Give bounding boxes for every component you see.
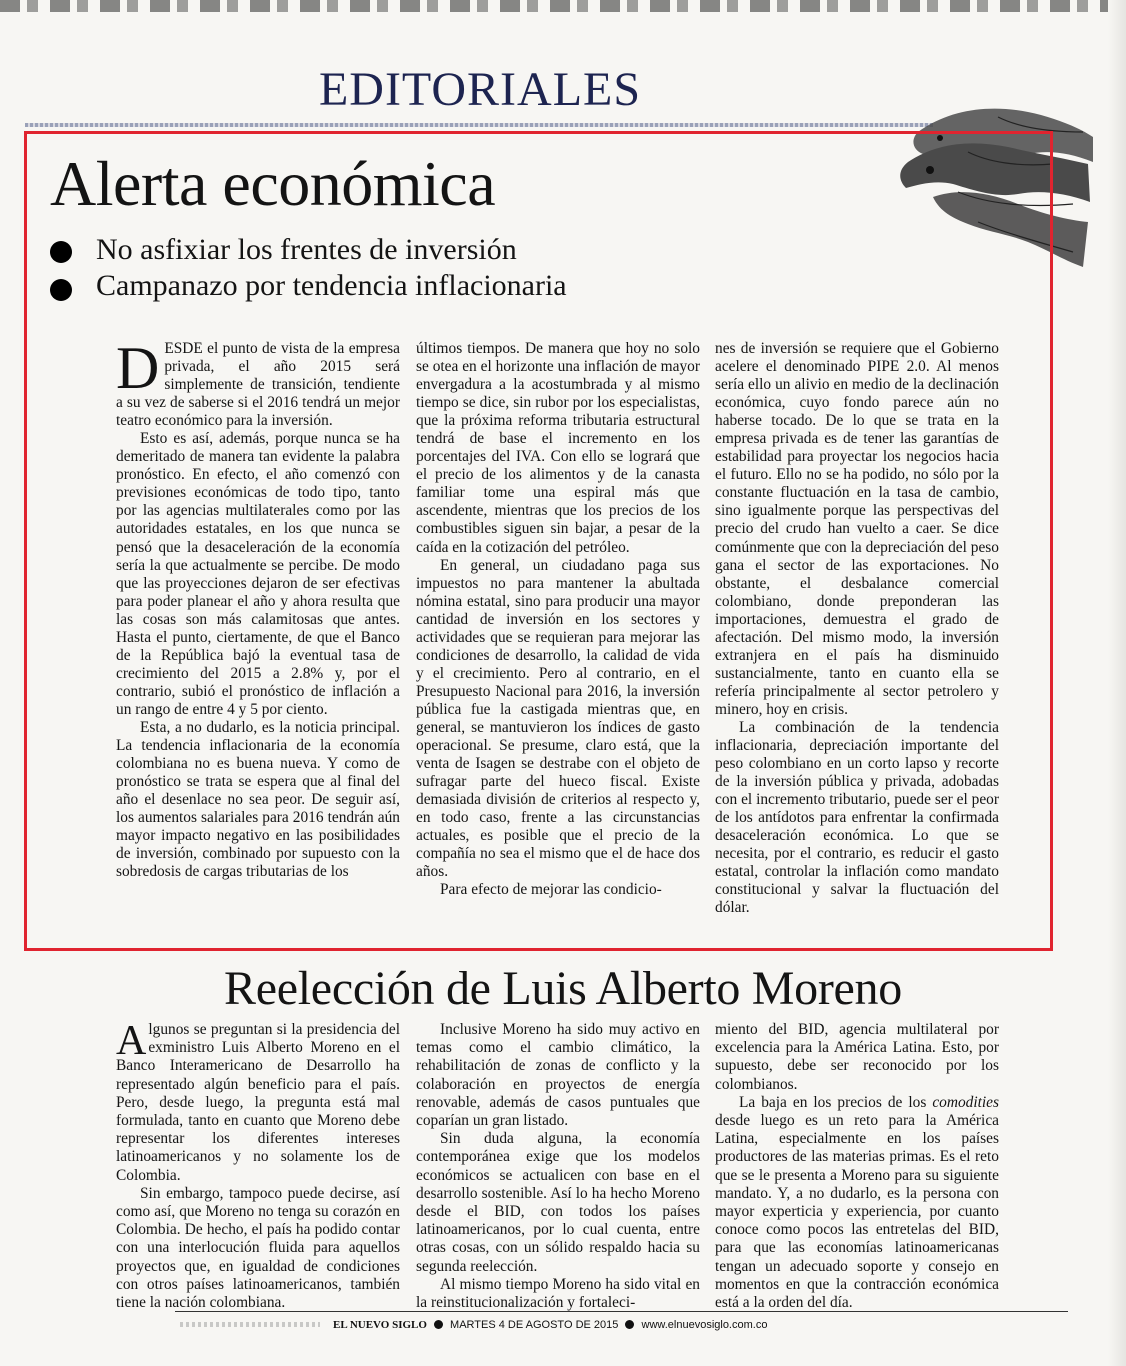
editorial-headline: Alerta económica [50,148,496,219]
page-edge [1108,0,1126,1366]
footer-url[interactable]: www.elnuevosiglo.com.co [641,1319,768,1331]
body-paragraph: Para efecto de mejorar las condicio- [440,881,662,899]
subheadline-text: No asfixiar los frentes de inversión [96,233,517,266]
editorial2-column-2 [416,1021,700,1312]
editorial2-column-3 [715,1021,999,1312]
paragraph-text: La baja en los precios de los [739,1093,933,1111]
section-header: EDITORIALES [318,63,642,116]
body-paragraph [715,1094,999,1312]
body-paragraph: En general, un ciudadano paga sus impuestos no para mantener la abultada nómina estatal, sino para producir una mayor cantidad de inversión en los sectores y actividades que se requieran para mejorar las condiciones de desarrollo, la calidad de vida y el crecimiento. Pero al contrario, en el Presupuesto Nacional para 2016, la inversión pública fue la castigada mientras que, en general, se mantuvieron los índices de gasto operacional. Se presume, claro está, que la venta de Isagen se destrabe con el objeto de sufragar parte del hueco fiscal. Existe demasiada división de criterios al respecto y, en todo caso, frente a las circunstancias actuales, es posible que el precio de la compañía no sea el mismo que el de hace dos años. [416,556,700,881]
body-paragraph: últimos tiempos. De manera que hoy no solo se otea en el horizonte una inflación de mayor envergadura a la acostumbrada y al mismo tiempo se dice, sin rubor por los especialistas, que la próxima reforma tributaria estructural tendrá de base el incremento en los porcentajes del IVA. Con ello se logrará que el precio de los alimentos y de la canasta familiar tome una espiral más que ascendente, mientras que los precios de los combustibles siguen sin bajar, a pesar de la caída en la cotización del petróleo. [416,340,700,556]
footer-brand: EL NUEVO SIGLO [333,1319,427,1331]
body-paragraph [116,335,400,430]
italic-term: comodities [932,1093,999,1111]
editorial1-column-2 [416,340,700,899]
editorial2-column-1 [116,1018,400,1312]
bullet-icon [50,279,72,301]
body-paragraph [116,1018,400,1185]
body-paragraph: miento del BID, agencia multilateral por excelencia para la América Latina. Esto, por supuesto, debe ser reconocido por los colombianos. [715,1021,999,1093]
page-top-strip [0,0,1126,12]
footer-rule [175,1311,1068,1312]
drop-cap: A [116,1018,147,1064]
editorial1-column-3 [715,340,999,918]
paragraph-text: lgunos se preguntan si la presidencia del exministro Luis Alberto Moreno en el Banco Interamericano de Desarrollo ha representado algún beneficio para el país. Pero, desde luego, la pregunta está mal formulada, tanto en cuanto que Moreno debe representar los diferentes intereses latinoamericanos y no solamente los de Colombia. [116,1021,400,1184]
editorial2-headline: Reelección de Luis Alberto Moreno [224,962,902,1015]
body-paragraph: La combinación de la tendencia inflacionaria, depreciación importante del peso colombiano en un corto lapso y recorte de la inversión pública y privada, adobadas con el incremento tributario, puede ser el peor de los antídotos para enfrentar la confirmada desaceleración económica. Lo que se necesita, por el contrario, es reducir el gasto estatal, controlar la inflación como mandato constitucional y salvar la fluctuación del dólar. [715,718,999,917]
footer-dot-icon [434,1320,443,1329]
body-paragraph: Esto es así, además, porque nunca se ha demeritado de manera tan evidente la palabra pronóstico. En efecto, el año comenzó con previsiones económicas de todo tipo, tanto por las agencias multilaterales como por las autoridades estatales, en los que nunca se pensó que la desaceleración de la economía sería la que actualmente se percibe. De modo que las proyecciones dejaron de ser efectivas para poder planear el año y ahora resulta que las cosas son más calamitosas que antes. Hasta el punto, ciertamente, de que el Banco de la República bajó la eventual tasa de crecimiento del 2015 a 2.8% y, por el contrario, subió el pronóstico de inflación a un rango de entre 4 y 5 por ciento. [116,430,400,718]
subheadline-item [48,268,567,304]
body-paragraph: nes de inversión se requiere que el Gobierno acelere el denominado PIPE 2.0. Al menos sería ello un alivio en medio de la declinación económica, cuyo fondo parece aún no haberse tocado. De lo que se trata en la empresa privada es de tener las garantías de estabilidad para proyectar los negocios hacia el futuro. Ello no se ha podido, no sólo por la constante fluctuación en la tasa de cambio, sino igualmente porque las perspectivas del precio del crudo han vuelto a caer. Se dice comúnmente que con la depreciación del peso gana el sector de las exportaciones. No obstante, el desbalance comercial colombiano, donde preponderan las importaciones, demuestra el grado de afectación. Del mismo modo, la inversión extranjera en el país ha disminuido sustancialmente, tanto en cuanto ella se refería principalmente al sector petrolero y minero, hoy en crisis. [715,340,999,718]
subheadline-item [48,232,567,268]
body-paragraph: Sin duda alguna, la economía contemporánea exige que los modelos económicos se actualicen con base en el desarrollo sostenible. Así lo ha hecho Moreno desde el BID, con todos los países latinoamericanos, por lo cual cuenta, entre otras cosas, con un sólido respaldo hacia su segunda reelección. [416,1130,700,1275]
body-paragraph: Sin embargo, tampoco puede decirse, así como así, que Moreno no tenga su corazón en Colombia. De hecho, el país ha podido contar con una interlocución fluida para aquellos proyectos que, en igualdad de condiciones con otros países latinoamericanos, también tiene la nación colombiana. [116,1184,400,1312]
body-paragraph: Inclusive Moreno ha sido muy activo en temas como el cambio climático, la rehabilitación de zonas de conflicto y la colaboración en proyectos de energía renovable, además de casos puntuales que coparían un gran listado. [416,1021,700,1130]
bullet-icon [50,241,72,263]
body-paragraph: Al mismo tiempo Moreno ha sido vital en la reinstitucionalización y fortaleci- [416,1275,700,1312]
paragraph-text: ESDE el punto de vista de la empresa privada, el año 2015 será simplemente de transición, tendiente a su vez de saberse si el 2016 tendrá un mejor teatro económico para la inversión. [116,340,400,430]
body-paragraph: Esta, a no dudarlo, es la noticia principal. La tendencia inflacionaria de la economía colombiana no es buena nueva. Y como de pronóstico se trata se espera que al final del año el desenlace no sea peor. De seguir así, los aumentos salariales para 2016 tendrán aún mayor impacto negativo en las posibilidades de inversión, combinado por supuesto con la sobredosis de cargas tributarias de los [116,718,400,881]
footer-date: MARTES 4 DE AGOSTO DE 2015 [450,1319,619,1331]
subheadline-list [48,232,567,304]
section-rule [25,123,933,127]
drop-cap: D [116,335,160,401]
paragraph-text: desde luego es un reto para la América Latina, especialmente en los países productores de las materias primas. Es el reto que se le presenta a Moreno para su siguiente mandato. Y, a no dudarlo, es la persona con mayor experticia y experiencia, por cuanto conoce como pocos las entretelas del BID, para que las economías latinoamericanas tengan un adecuado soporte y consejo en momentos en que la contracción económica está a la orden del día. [715,1112,999,1312]
editorial1-column-1 [116,335,400,881]
page-footer [333,1318,767,1332]
footer-decoration [180,1322,320,1327]
footer-dot-icon [625,1320,634,1329]
subheadline-text: Campanazo por tendencia inflacionaria [96,269,567,302]
